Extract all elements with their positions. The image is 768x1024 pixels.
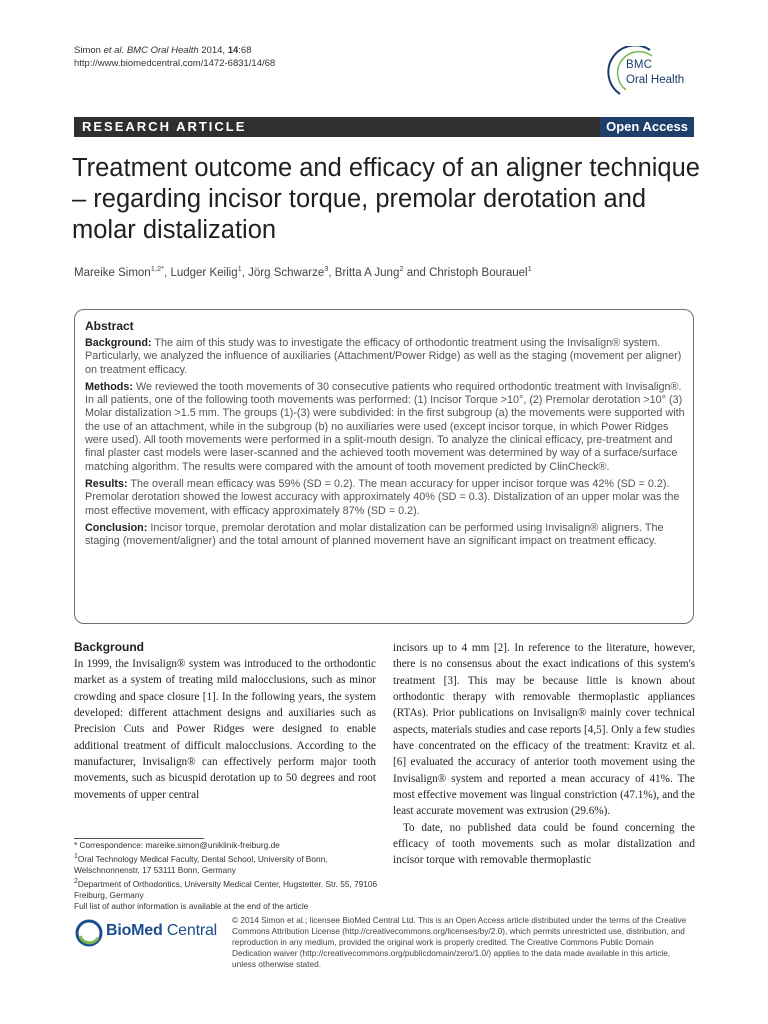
author-name[interactable]: Jörg Schwarze bbox=[248, 266, 325, 279]
bmc-swoosh-icon bbox=[606, 46, 702, 98]
background-heading: Background bbox=[74, 640, 145, 654]
author-list: Mareike Simon$^{1,2*}$, Ludger Keilig$^1$, Jörg Schwarze$^3$, Britta A Jung$^2$ and Christoph Bourauel$^1$ bbox=[74, 264, 532, 279]
open-access-badge: Open Access bbox=[600, 117, 694, 137]
biomed-central-wordmark: BioMed Central bbox=[106, 922, 218, 939]
volume-number: 14 bbox=[227, 45, 239, 56]
biomed-central-swirl-icon bbox=[74, 918, 104, 948]
affiliation-1: $^1$Oral Technology Medical Faculty, Dental School, University of Bonn, Welschnonnenstr, 17 53111 Bonn, Germany bbox=[74, 853, 328, 875]
author-name[interactable]: Ludger Keilig bbox=[170, 266, 238, 279]
footnote-divider bbox=[74, 838, 204, 839]
footnotes bbox=[74, 840, 378, 912]
abstract-results: Results: The overall mean efficacy was 59% (SD = 0.2). The mean accuracy for upper incisor torque was 42% (SD = 0.2). Premolar derotation showed the lowest accuracy with approximately 40% (SD = 0.3). Distalization of an upper molar was the most effective movement, with efficacy approximately 87% (SD = 0.2). bbox=[85, 477, 680, 517]
right-column bbox=[393, 640, 695, 869]
affiliation-2: $^2$Department of Orthodontics, University Medical Center, Hugstetter. Str. 55, 79106 Freiburg, Germany bbox=[74, 877, 378, 900]
abstract-conclusion: Conclusion: Incisor torque, premolar derotation and molar distalization can be performed using Invisalign® aligners. The staging (movement/aligner) and the total amount of planned movement have an significant impact on treatment efficacy. bbox=[85, 521, 664, 548]
logo-oral-health-text: Oral Health bbox=[626, 74, 685, 86]
background-paragraph: In 1999, the Invisalign® system was introduced to the orthodontic market as a system of treating mild malocclusions, such as minor crowding and space closure [1]. In the following years, the system developed: different attachment designs and auxiliaries such as Precision Cuts and Power Ridges were designed to enable additional treatment of difficult malocclusions. According to the manufacturer, Invisalign® can effectively perform major tooth movements, such as bicuspid derotation up to 50 degrees and root movements of upper central bbox=[74, 658, 376, 801]
left-column bbox=[74, 640, 376, 803]
correspondence-email[interactable]: * Correspondence: mareike.simon@uniklinik-freiburg.de bbox=[74, 840, 280, 850]
citation-line: Simon et al. BMC Oral Health 2014, 14:68 bbox=[74, 45, 252, 56]
body-paragraph: incisors up to 4 mm [2]. In reference to the literature, however, there is no consensus about the exact indications of this system's treatment [3]. This may be because little is known about orthodontic therapy with removable thermoplastic appliances (RTAs). Prior publications on Invisalign® mainly cover technical aspects, materials studies and case reports [4,5]. Only a few studies have concentrated on the efficacy of the treatment: Kravitz et al. [6] evaluated the accuracy of anterior tooth movement using the Invisalign® system and reported a mean accuracy of 41%. The most effective movement was lingual constriction (47.1%), and the least accurate movement was extrusion (29.6%). bbox=[393, 642, 695, 818]
abstract-methods: Methods: We reviewed the tooth movements of 30 consecutive patients who required orthodontic treatment with Invisalign®. In all patients, one of the following tooth movements was performed: (1) Incisor Torque >10°, (2) Premolar derotation >10° (3) Molar distalization >1.5 mm. The groups (1)-(3) were subdivided: in the first subgroup (a) the movements were supported with the use of an attachment, while in the subgroup (b) no auxiliaries were used (except incisor torque, in which Power Ridges were used). All tooth movements were performed in a split-mouth design. To analyze the clinical efficacy, pre-treatment and final plaster cast models were laser-scanned and the achieved tooth movement was determined by way of a surface/surface matching algorithm. The results were compared with the amount of tooth movement predicted by ClinCheck®. bbox=[85, 380, 685, 473]
author-name[interactable]: Christoph Bourauel bbox=[429, 266, 528, 279]
citation-header bbox=[74, 44, 275, 70]
license-statement: © 2014 Simon et al.; licensee BioMed Central Ltd. This is an Open Access article distributed under the terms of the Creative Commons Attribution License (http://creativecommons.org/licenses/by/2.0), which permits unrestricted use, distribution, and reproduction in any medium, provided the original work is properly credited. The Creative Commons Public Domain Dedication waiver (http://creativecommons.org/publicdomain/zero/1.0/) applies to the data made available in this article, unless otherwise stated. bbox=[232, 915, 687, 969]
abstract-body bbox=[85, 337, 687, 552]
abstract-box bbox=[74, 309, 694, 624]
bmc-oral-health-logo bbox=[606, 46, 702, 98]
journal-citation: et al. BMC Oral Health bbox=[103, 45, 199, 56]
author-name[interactable]: Mareike Simon bbox=[74, 266, 151, 279]
body-paragraph: To date, no published data could be found concerning the efficacy of tooth movements such as molar distalization and incisor torque with removable thermoplastic bbox=[393, 821, 695, 867]
article-url[interactable]: http://www.biomedcentral.com/1472-6831/14/68 bbox=[74, 58, 276, 69]
logo-bmc-text: BMC bbox=[626, 59, 653, 71]
author-info-note: Full list of author information is available at the end of the article bbox=[74, 900, 309, 911]
author-name[interactable]: Britta A Jung bbox=[334, 266, 400, 279]
article-type-banner bbox=[74, 117, 694, 137]
abstract-heading: Abstract bbox=[85, 319, 134, 333]
abstract-background: Background: The aim of this study was to investigate the efficacy of orthodontic treatment using the Invisalign® system. Particularly, we analyzed the influence of auxiliaries (Attachment/Power Ridge) as well as the staging (movement per aligner) on treatment efficacy. bbox=[85, 337, 682, 376]
biomed-central-logo bbox=[74, 918, 224, 948]
research-article-label: RESEARCH ARTICLE bbox=[82, 119, 247, 134]
article-title: Treatment outcome and efficacy of an aligner technique – regarding incisor torque, premolar derotation and molar distalization bbox=[72, 154, 700, 244]
